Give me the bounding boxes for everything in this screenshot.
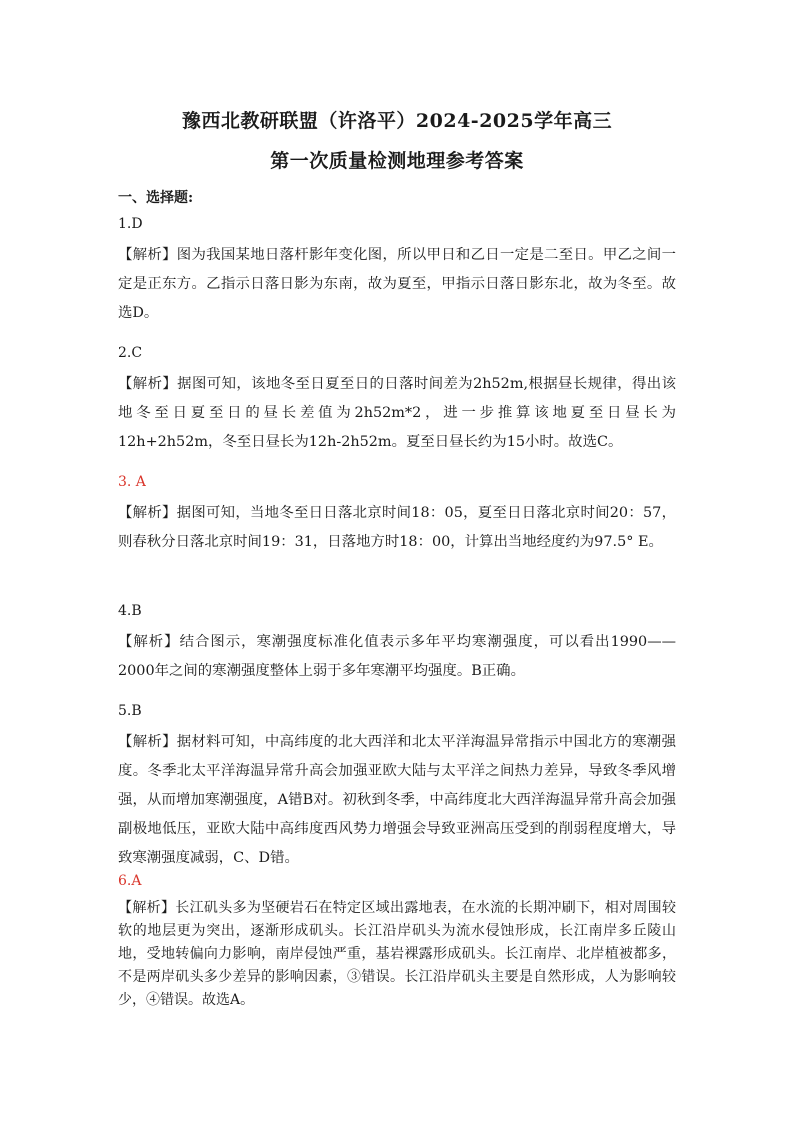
answer-4: 4.B bbox=[118, 603, 142, 619]
answer-1: 1.D bbox=[118, 216, 143, 232]
explanation-6: 【解析】长江矶头多为坚硬岩石在特定区域出露地表，在水流的长期冲刷下，相对周围较软的地层更为突出，逐渐形成矶头。长江沿岸矶头为流水侵蚀形成，长江南岸多丘陵山地，受地转偏向力影响，南岸侵蚀严重，基岩裸露形成矶头。长江南岸、北岸植被都多，不是两岸矶头多少差异的影响因素，③错误。长江沿岸矶头主要是自然形成，人为影响较少，④错误。故选A。 bbox=[118, 900, 676, 1008]
document-title-line2: 第一次质量检测地理参考答案 bbox=[270, 150, 524, 172]
explanation-4: 【解析】结合图示，寒潮强度标准化值表示多年平均寒潮强度，可以看出1990——2000年之间的寒潮强度整体上弱于多年寒潮平均强度。B正确。 bbox=[118, 634, 676, 679]
answer-5: 5.B bbox=[118, 703, 142, 719]
document-title-line1: 豫西北教研联盟（许洛平）2024-2025学年高三 bbox=[181, 110, 613, 132]
explanation-2: 【解析】据图可知，该地冬至日夏至日的日落时间差为2h52m,根据昼长规律，得出该地冬至日夏至日的昼长差值为2h52m*2，进一步推算该地夏至日昼长为12h+2h52m，冬至日昼长为12h-2h52m。夏至日昼长约为15小时。故选C。 bbox=[118, 376, 676, 450]
answer-2: 2.C bbox=[118, 345, 143, 361]
answer-3: 3. A bbox=[118, 474, 146, 490]
explanation-5: 【解析】据材料可知，中高纬度的北大西洋和北太平洋海温异常指示中国北方的寒潮强度。冬季北太平洋海温异常升高会加强亚欧大陆与太平洋之间热力差异，导致冬季风增强，从而增加寒潮强度，A错B对。初秋到冬季，中高纬度北大西洋海温异常升高会加强副极地低压，亚欧大陆中高纬度西风势力增强会导致亚洲高压受到的削弱程度增大，导致寒潮强度减弱，C、D错。 bbox=[118, 734, 676, 866]
section-heading: 一、选择题: bbox=[118, 190, 194, 206]
explanation-1: 【解析】图为我国某地日落杆影年变化图，所以甲日和乙日一定是二至日。甲乙之间一定是正东方。乙指示日落日影为东南，故为夏至，甲指示日落日影东北，故为冬至。故选D。 bbox=[118, 247, 676, 321]
answer-6: 6.A bbox=[118, 873, 142, 889]
explanation-3: 【解析】据图可知，当地冬至日日落北京时间18：05，夏至日日落北京时间20：57，则春秋分日落北京时间19：31，日落地方时18：00，计算出当地经度约为97.5° E。 bbox=[118, 505, 676, 550]
